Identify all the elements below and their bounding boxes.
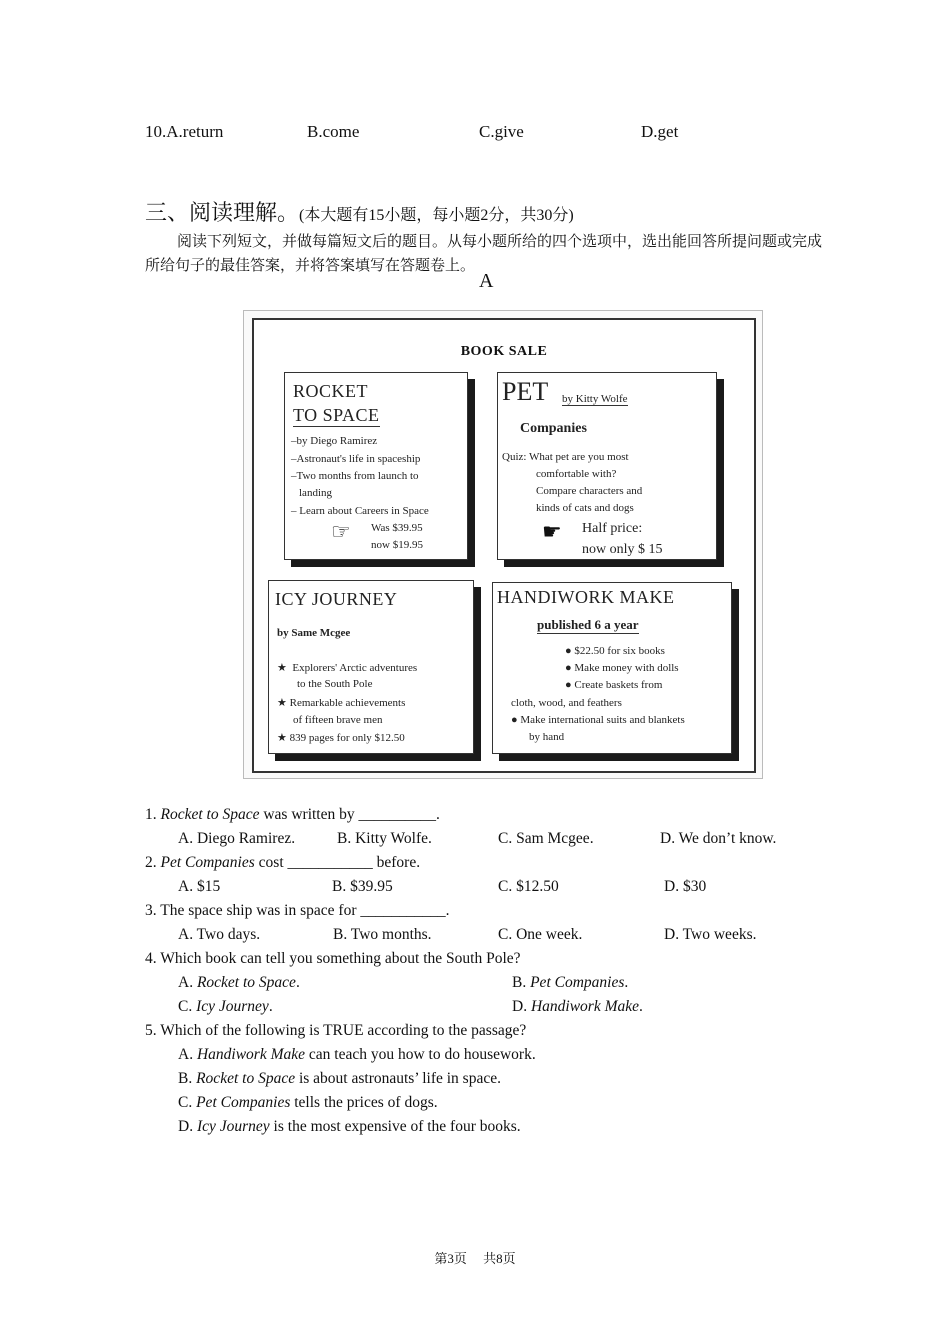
page-number: 第3页 <box>434 1251 467 1266</box>
bullet-icon: ● <box>565 679 572 691</box>
q5-c-label: C. <box>178 1094 197 1111</box>
q5-c-title: Pet Companies <box>196 1094 291 1111</box>
pet-now-price: now only $ 15 <box>582 542 663 557</box>
rocket-line-3: landing <box>299 487 332 499</box>
question-3-stem: 3. The space ship was in space for ___________. <box>145 902 450 919</box>
star-icon: ★ <box>277 662 287 674</box>
question-2-stem <box>145 854 420 872</box>
q2-option-d: D. $30 <box>664 878 707 895</box>
pet-line-4: kinds of cats and dogs <box>536 502 634 514</box>
q4-a-label: A. <box>178 974 197 991</box>
q1-option-c: C. Sam Mcgee. <box>498 830 594 847</box>
q2-option-a: A. $15 <box>178 878 221 895</box>
q4-b-label: B. <box>512 974 531 991</box>
q4-c-label: C. <box>178 998 197 1015</box>
rocket-title-2: TO SPACE <box>293 405 380 425</box>
rocket-line-4: – Learn about Careers in Space <box>291 505 429 517</box>
q10-option-c: C.give <box>479 122 524 141</box>
q5-option-d <box>178 1118 521 1136</box>
q1-num: 1. <box>145 806 161 823</box>
question-5-stem: 5. Which of the following is TRUE according to the passage? <box>145 1022 527 1039</box>
handiwork-line-2-text: Make money with dolls <box>574 662 679 674</box>
bullet-icon: ● <box>565 662 572 674</box>
handiwork-line-5-text: Make international suits and blankets <box>520 714 685 726</box>
handiwork-title: HANDIWORK MAKE <box>497 587 675 607</box>
q1-title: Rocket to Space <box>160 806 260 823</box>
bullet-icon: ● <box>565 645 572 657</box>
rocket-to-space-box <box>284 372 468 560</box>
star-icon: ★ <box>277 697 287 709</box>
bullet-icon: ● <box>511 714 518 726</box>
icy-line-5-text: 839 pages for only $12.50 <box>289 732 405 744</box>
q4-option-a: A. Rocket to Space. <box>178 974 300 991</box>
q5-d-text: is the most expensive of the four books. <box>269 1118 521 1135</box>
icy-author: by Same Mcgee <box>277 627 351 639</box>
icy-line-3 <box>277 696 405 709</box>
handiwork-line-1-text: $22.50 for six books <box>574 645 665 657</box>
q4-b-title: Pet Companies <box>530 974 625 991</box>
handiwork-line-3 <box>565 679 662 691</box>
page-total: 共8页 <box>483 1251 516 1266</box>
icy-journey-box <box>268 580 474 754</box>
question-1-stem <box>145 806 440 824</box>
icy-line-1-text: Explorers' Arctic adventures <box>292 662 418 674</box>
handiwork-line-3-text: Create baskets from <box>574 679 663 691</box>
handiwork-line-5 <box>511 714 685 726</box>
q1-option-d: D. We don’t know. <box>660 830 777 847</box>
advert-frame <box>252 318 756 773</box>
handiwork-line-2 <box>565 662 679 674</box>
q3-option-d: D. Two weeks. <box>664 926 757 943</box>
pet-companies-box <box>497 372 717 560</box>
rocket-line-2: –Two months from launch to <box>291 470 419 482</box>
handiwork-line-1 <box>565 645 665 657</box>
section-subtitle: (本大题有15小题，每小题2分，共30分) <box>299 207 574 224</box>
q2-option-c: C. $12.50 <box>498 878 559 895</box>
pet-line-1: Quiz: What pet are you most <box>502 451 629 463</box>
q5-c-text: tells the prices of dogs. <box>290 1094 438 1111</box>
q5-a-title: Handiwork Make <box>196 1046 305 1063</box>
q2-title: Pet Companies <box>160 854 255 871</box>
section-intro: 阅读下列短文，并做每篇短文后的题目。从每小题所给的四个选项中，选出能回答所提问题或完成所给句子的最佳答案，并将答案填写在答题卷上。 <box>145 234 823 274</box>
q4-c-title: Icy Journey <box>196 998 269 1015</box>
q1-option-a: A. Diego Ramirez. <box>178 830 296 847</box>
q5-a-text: can teach you how to do housework. <box>305 1046 536 1063</box>
q5-b-title: Rocket to Space <box>196 1070 296 1087</box>
icy-line-5 <box>277 731 405 744</box>
handiwork-line-6: by hand <box>529 731 565 743</box>
icy-line-4: of fifteen brave men <box>293 714 383 726</box>
pet-line-3: Compare characters and <box>536 485 643 497</box>
q10-option-b: B.come <box>307 122 360 141</box>
q1-text: was written by __________. <box>259 806 440 823</box>
section-title <box>145 196 574 227</box>
q3-option-c: C. One week. <box>498 926 583 943</box>
icy-title: ICY JOURNEY <box>275 589 398 609</box>
pet-half-price: Half price: <box>582 521 643 536</box>
star-icon: ★ <box>277 732 287 744</box>
q4-d-label: D. <box>512 998 531 1015</box>
handiwork-line-4: cloth, wood, and feathers <box>511 697 622 709</box>
pet-title: PET <box>502 377 549 406</box>
q4-option-b: B. Pet Companies. <box>512 974 629 991</box>
section-title-main: 三、阅读理解。 <box>145 200 300 225</box>
q10-option-a: 10.A.return <box>145 122 224 141</box>
q4-d-title: Handiwork Make <box>530 998 639 1015</box>
q5-option-a <box>178 1046 536 1064</box>
pet-author: by Kitty Wolfe <box>562 393 628 405</box>
q2-option-b: B. $39.95 <box>332 878 393 895</box>
icy-line-3-text: Remarkable achievements <box>289 697 406 709</box>
rocket-line-1: –Astronaut's life in spaceship <box>291 453 421 465</box>
rocket-now-price: now $19.95 <box>371 539 423 551</box>
q10-option-d: D.get <box>641 122 679 141</box>
rocket-author: –by Diego Ramirez <box>291 435 378 447</box>
q5-option-c <box>178 1094 438 1112</box>
q5-d-label: D. <box>178 1118 197 1135</box>
q1-option-b: B. Kitty Wolfe. <box>337 830 432 847</box>
pointing-hand-icon: ☛ <box>542 519 562 544</box>
q5-option-b <box>178 1070 501 1088</box>
rocket-title-1: ROCKET <box>293 381 368 401</box>
handiwork-subtitle: published 6 a year <box>537 617 639 632</box>
pet-subtitle: Companies <box>520 421 587 436</box>
book-sale-advert <box>243 310 763 779</box>
icy-line-2: to the South Pole <box>297 678 373 690</box>
q5-b-text: is about astronauts’ life in space. <box>295 1070 501 1087</box>
q5-d-title: Icy Journey <box>196 1118 270 1135</box>
q4-a-title: Rocket to Space <box>196 974 296 991</box>
q5-b-label: B. <box>178 1070 197 1087</box>
handiwork-make-box <box>492 582 732 754</box>
q3-option-a: A. Two days. <box>178 926 261 943</box>
page-footer <box>0 1248 950 1267</box>
advert-heading: BOOK SALE <box>460 344 548 359</box>
icy-line-1 <box>277 661 417 674</box>
pointing-hand-icon: ☞ <box>331 519 351 544</box>
q2-text: cost ___________ before. <box>254 854 421 871</box>
q4-option-d: D. Handiwork Make. <box>512 998 643 1015</box>
question-4-stem: 4. Which book can tell you something about the South Pole? <box>145 950 521 967</box>
rocket-was-price: Was $39.95 <box>371 522 423 534</box>
pet-line-2: comfortable with? <box>536 468 617 480</box>
q3-option-b: B. Two months. <box>333 926 432 943</box>
passage-label: A <box>479 270 494 292</box>
q2-num: 2. <box>145 854 161 871</box>
q4-option-c: C. Icy Journey. <box>178 998 273 1015</box>
q5-a-label: A. <box>178 1046 197 1063</box>
